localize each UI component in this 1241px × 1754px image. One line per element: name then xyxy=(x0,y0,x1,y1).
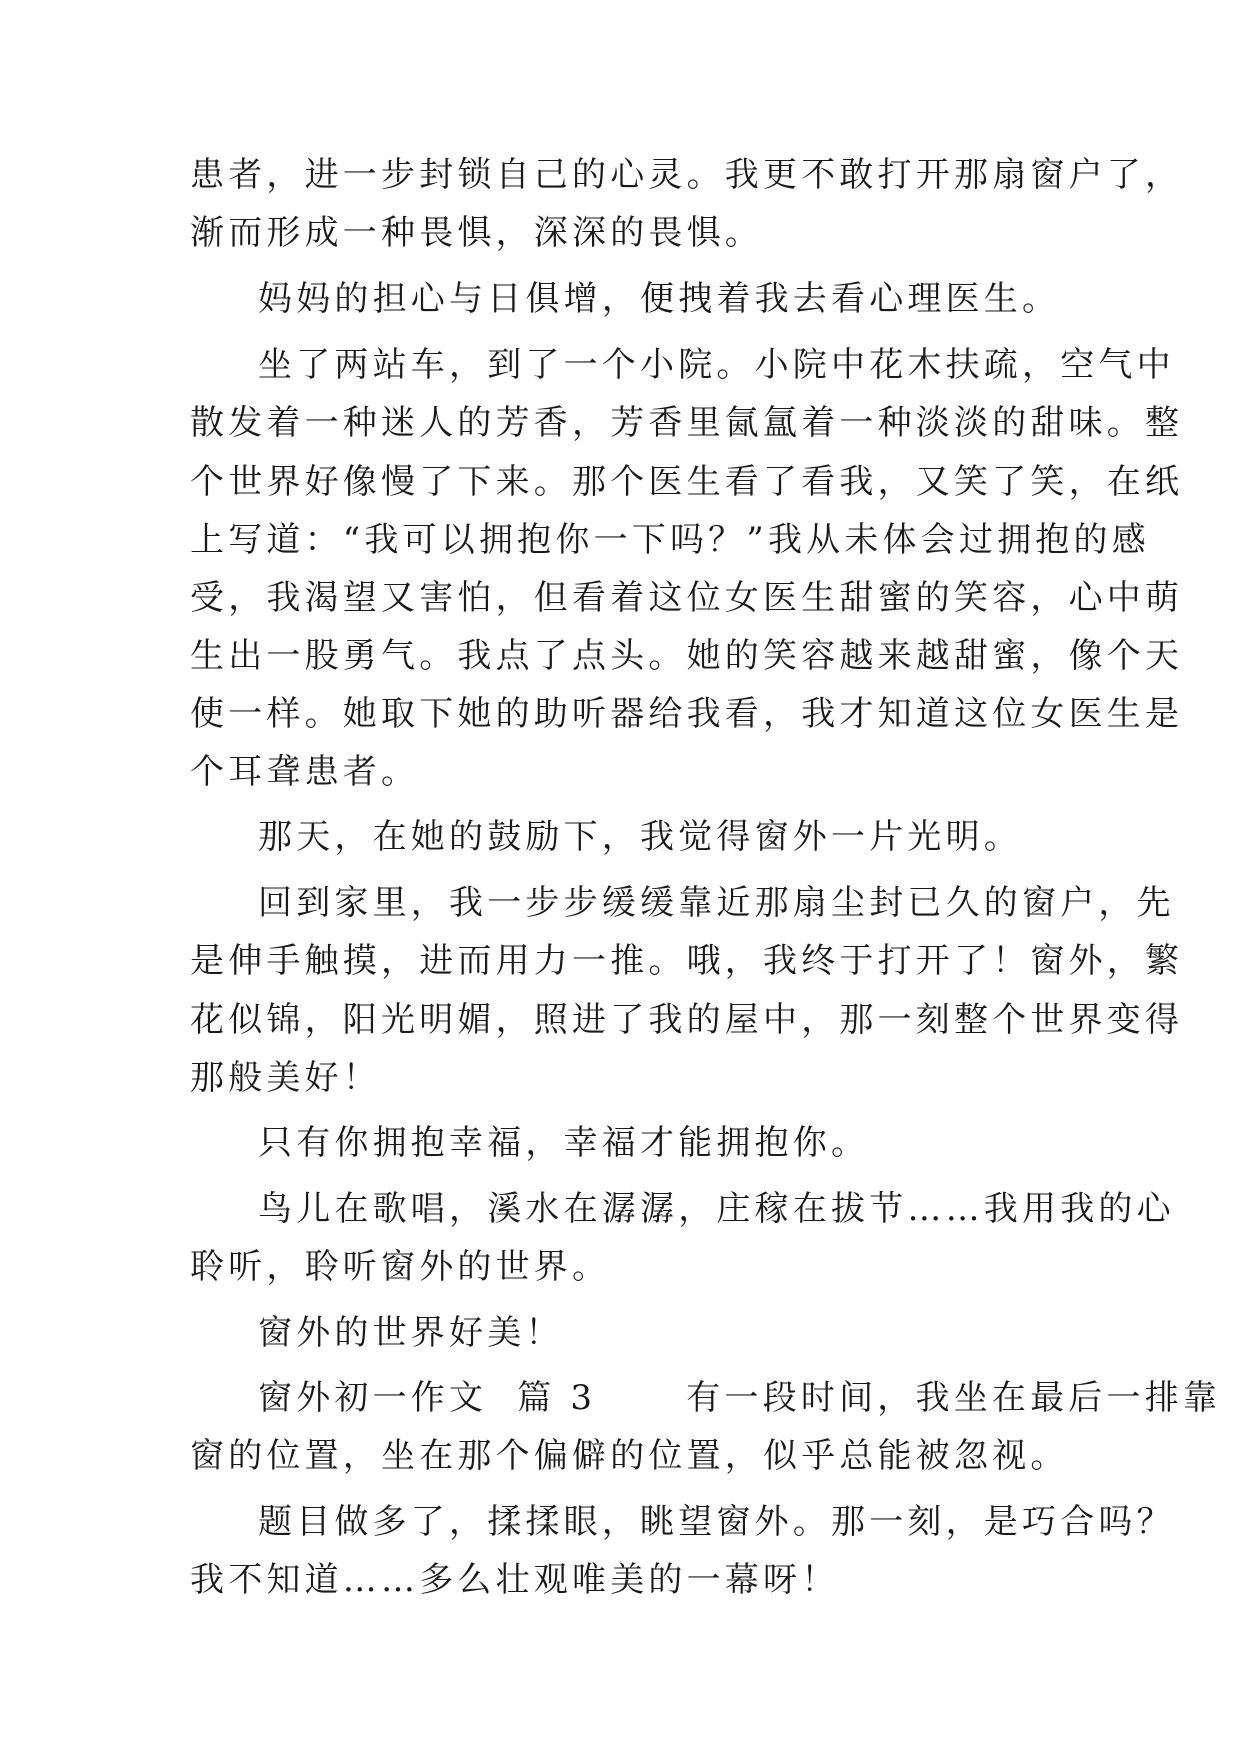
text-line: 是伸手触摸，进而用力一推。哦，我终于打开了！窗外，繁 xyxy=(190,941,1184,981)
text-line: 那般美好！ xyxy=(190,1058,381,1098)
text-line: 那天，在她的鼓励下，我觉得窗外一片光明。 xyxy=(258,817,1022,857)
text-line: 我不知道……多么壮观唯美的一幕呀！ xyxy=(190,1560,840,1600)
text-line: 回到家里，我一步步缓缓靠近那扇尘封已久的窗户，先 xyxy=(258,883,1175,923)
text-line: 使一样。她取下她的助听器给我看，我才知道这位女医生是 xyxy=(190,694,1184,734)
text-line: 窗的位置，坐在那个偏僻的位置，似乎总能被忽视。 xyxy=(190,1436,1069,1476)
text-line: 题目做多了，揉揉眼，眺望窗外。那一刻，是巧合吗？ xyxy=(258,1502,1175,1542)
text-line: 上写道：“我可以拥抱你一下吗？”我从未体会过拥抱的感 xyxy=(190,520,1150,560)
text-line: 窗外的世界好美！ xyxy=(258,1313,564,1353)
text-line: 坐了两站车，到了一个小院。小院中花木扶疏，空气中 xyxy=(258,345,1175,385)
text-line: 渐而形成一种畏惧，深深的畏惧。 xyxy=(190,213,763,253)
text-line: 个耳聋患者。 xyxy=(190,752,420,792)
text-line: 聆听，聆听窗外的世界。 xyxy=(190,1247,611,1287)
text-line: 散发着一种迷人的芳香，芳香里氤氲着一种淡淡的甜味。整 xyxy=(190,403,1184,443)
text-line: 妈妈的担心与日俱增，便拽着我去看心理医生。 xyxy=(258,279,1061,319)
text-line: 生出一股勇气。我点了点头。她的笑容越来越甜蜜，像个天 xyxy=(190,636,1184,676)
text-line: 花似锦，阳光明媚，照进了我的屋中，那一刻整个世界变得 xyxy=(190,1000,1184,1040)
text-line: 鸟儿在歌唱，溪水在潺潺，庄稼在拔节……我用我的心 xyxy=(258,1189,1175,1229)
text-line: 个世界好像慢了下来。那个医生看了看我，又笑了笑，在纸 xyxy=(190,462,1184,502)
text-line: 只有你拥抱幸福，幸福才能拥抱你。 xyxy=(258,1123,870,1163)
text-line: 受，我渴望又害怕，但看着这位女医生甜蜜的笑容，心中萌 xyxy=(190,578,1184,618)
text-line: 患者，进一步封锁自己的心灵。我更不敢打开那扇窗户了， xyxy=(190,155,1184,195)
text-line: 窗外初一作文 篇 3 有一段时间，我坐在最后一排靠 xyxy=(258,1378,1222,1418)
